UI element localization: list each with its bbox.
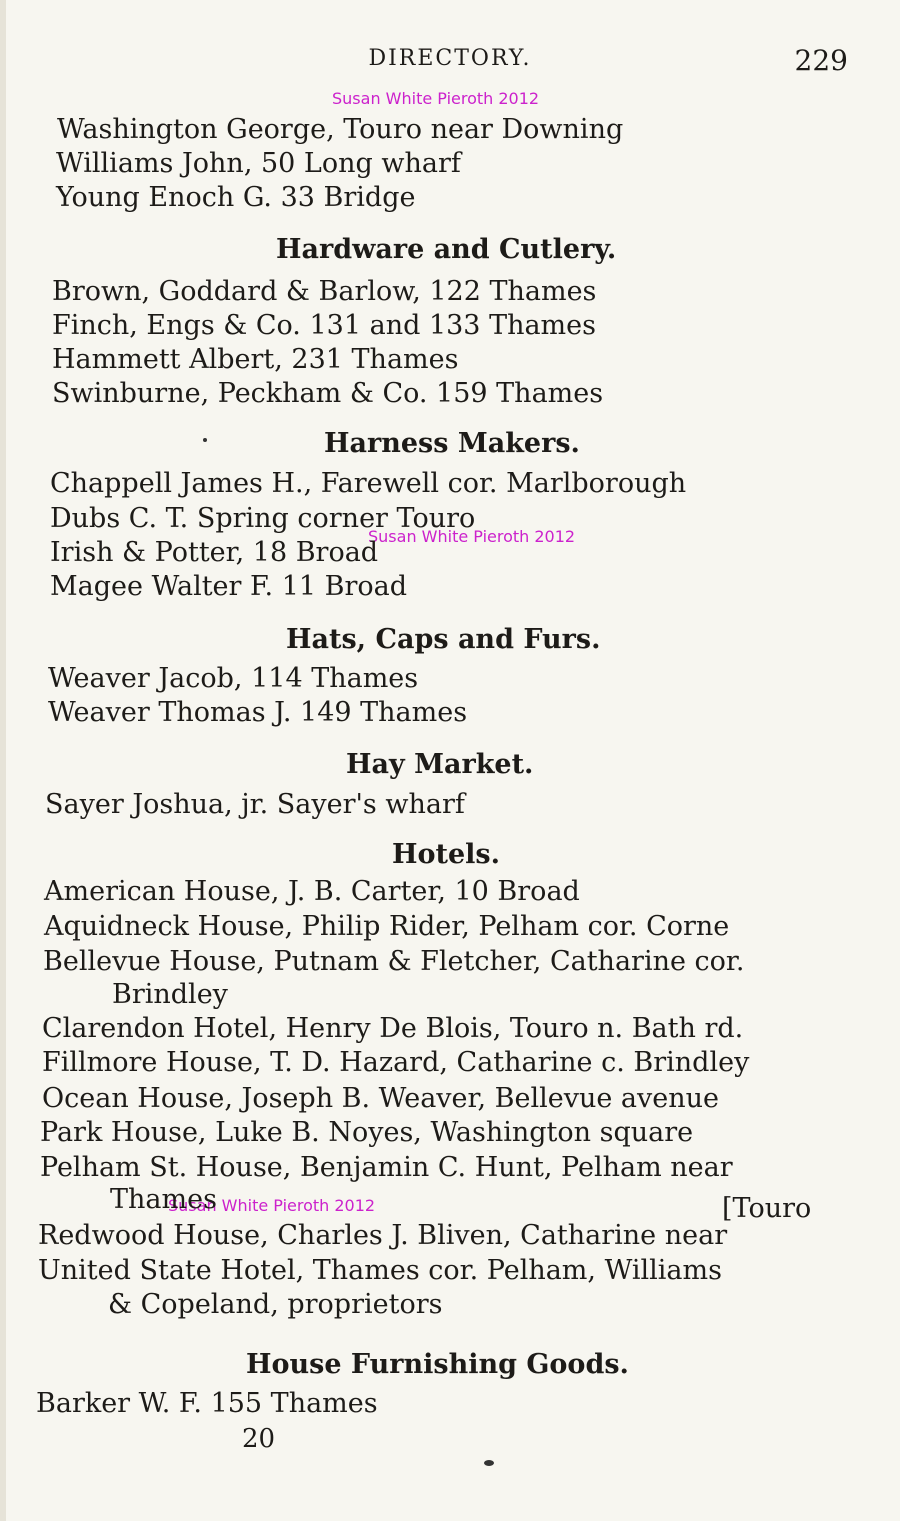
directory-entry: Pelham St. House, Benjamin C. Hunt, Pelham near xyxy=(40,1152,733,1183)
running-head: DIRECTORY. xyxy=(368,46,532,71)
section-heading: Hay Market. xyxy=(346,749,534,780)
directory-entry: Washington George, Touro near Downing xyxy=(57,114,624,145)
directory-entry: Williams John, 50 Long wharf xyxy=(56,148,461,179)
directory-entry: Weaver Jacob, 114 Thames xyxy=(48,663,419,694)
directory-entry: Young Enoch G. 33 Bridge xyxy=(56,182,416,213)
directory-entry: Irish & Potter, 18 Broad xyxy=(50,537,379,568)
directory-entry-continuation: & Copeland, proprietors xyxy=(108,1289,443,1320)
directory-entry: Bellevue House, Putnam & Fletcher, Catharine cor. xyxy=(43,946,745,977)
section-heading: Harness Makers. xyxy=(324,428,580,459)
directory-entry: Ocean House, Joseph B. Weaver, Bellevue avenue xyxy=(42,1083,719,1114)
section-heading: Hats, Caps and Furs. xyxy=(286,624,601,655)
directory-entry: Chappell James H., Farewell cor. Marlborough xyxy=(50,468,687,499)
directory-entry-continuation: Brindley xyxy=(112,979,228,1010)
directory-entry: Clarendon Hotel, Henry De Blois, Touro n. Bath rd. xyxy=(42,1013,744,1044)
directory-entry-continuation: [Touro xyxy=(722,1193,812,1224)
ink-speck xyxy=(203,438,207,442)
directory-entry-continuation: Thames xyxy=(110,1184,217,1215)
directory-entry: Redwood House, Charles J. Bliven, Catharine near xyxy=(38,1220,728,1251)
directory-entry: Aquidneck House, Philip Rider, Pelham cor. Corne xyxy=(44,911,730,942)
directory-entry: Magee Walter F. 11 Broad xyxy=(50,571,408,602)
directory-entry: Weaver Thomas J. 149 Thames xyxy=(48,697,468,728)
section-heading: Hardware and Cutlery. xyxy=(276,234,617,265)
directory-entry: Barker W. F. 155 Thames xyxy=(36,1388,378,1419)
directory-entry: American House, J. B. Carter, 10 Broad xyxy=(44,876,580,907)
directory-entry: Fillmore House, T. D. Hazard, Catharine c. Brindley xyxy=(42,1047,750,1078)
signature-mark: 20 xyxy=(242,1424,276,1454)
ink-speck xyxy=(484,1460,494,1466)
directory-entry: Hammett Albert, 231 Thames xyxy=(52,344,459,375)
directory-entry: Brown, Goddard & Barlow, 122 Thames xyxy=(52,276,597,307)
directory-entry: Swinburne, Peckham & Co. 159 Thames xyxy=(52,378,604,409)
section-heading: House Furnishing Goods. xyxy=(246,1349,629,1380)
watermark: Susan White Pieroth 2012 xyxy=(332,89,540,108)
directory-entry: Sayer Joshua, jr. Sayer's wharf xyxy=(45,789,465,820)
directory-entry: Finch, Engs & Co. 131 and 133 Thames xyxy=(52,310,596,341)
section-heading: Hotels. xyxy=(392,839,501,870)
page-number: 229 xyxy=(794,44,848,77)
directory-entry: Park House, Luke B. Noyes, Washington square xyxy=(40,1117,694,1148)
page-edge xyxy=(0,0,6,1521)
watermark: Susan White Pieroth 2012 xyxy=(368,527,576,546)
watermark: Susan White Pieroth 2012 xyxy=(168,1196,376,1215)
directory-entry: Dubs C. T. Spring corner Touro xyxy=(50,503,476,534)
directory-entry: United State Hotel, Thames cor. Pelham, Williams xyxy=(38,1255,722,1286)
